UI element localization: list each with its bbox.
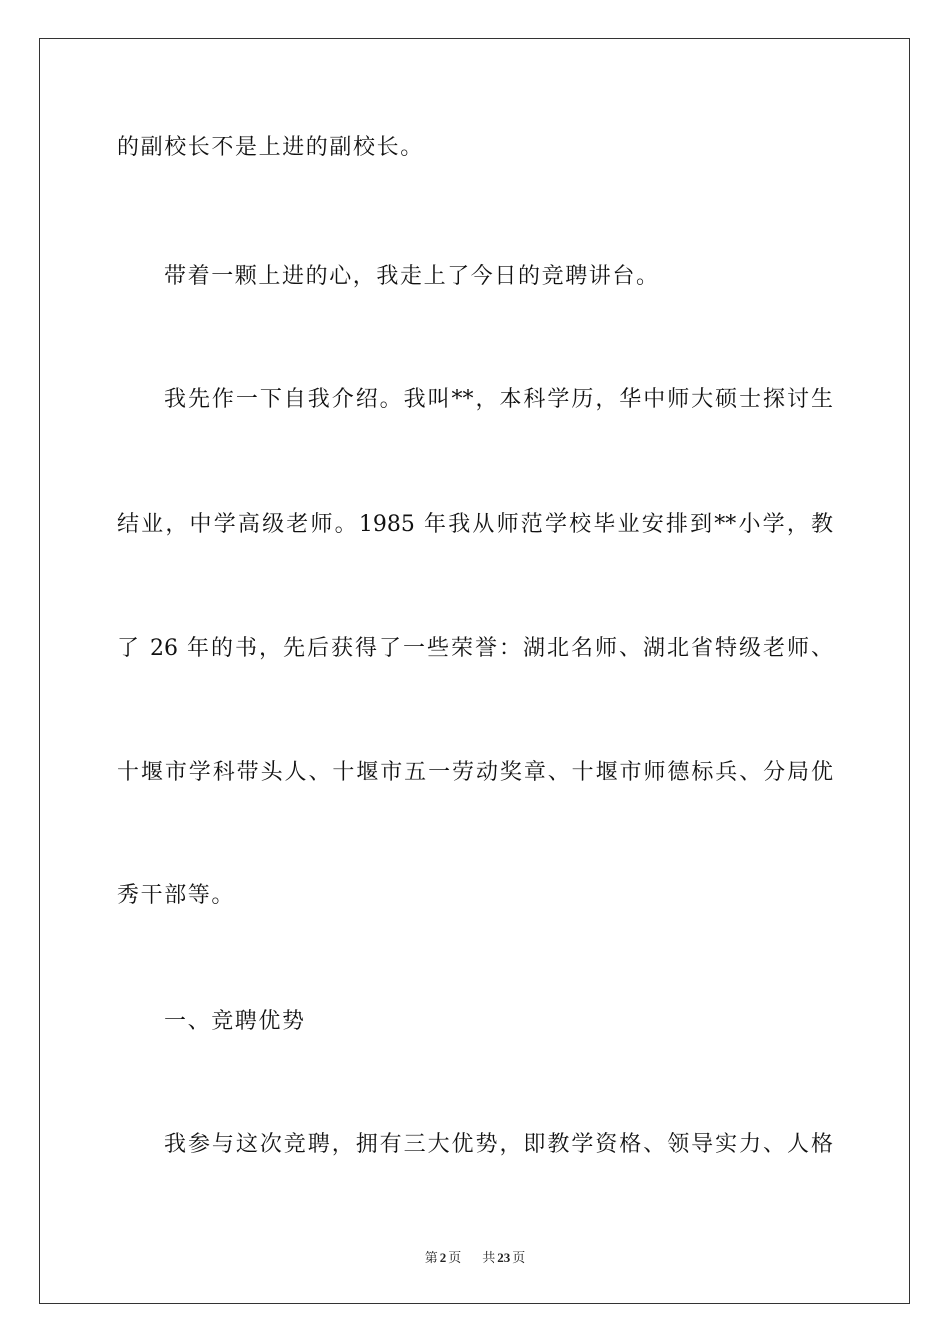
- text-line-5: 了 26 年的书，先后获得了一些荣誉：湖北名师、湖北省特级老师、: [117, 636, 833, 661]
- total-pages: 23: [497, 1250, 511, 1265]
- text-line-9: 我参与这次竞聘，拥有三大优势，即教学资格、领导实力、人格: [164, 1132, 833, 1157]
- text-line-3: 我先作一下自我介绍。我叫**，本科学历，华中师大硕士探讨生: [164, 387, 833, 412]
- page-footer: [0, 1249, 950, 1267]
- text-line-4: 结业，中学高级老师。1985 年我从师范学校毕业安排到**小学，教: [117, 512, 833, 537]
- text-line-7: 秀干部等。: [117, 883, 236, 908]
- page-number: 2: [439, 1250, 447, 1265]
- page-border: [39, 38, 910, 1304]
- page-number-label: [423, 1250, 464, 1265]
- total-suffix: 页: [512, 1250, 526, 1265]
- page-suffix: 页: [448, 1250, 462, 1265]
- text-line-2: 带着一颗上进的心，我走上了今日的竞聘讲台。: [164, 264, 660, 289]
- text-line-6: 十堰市学科带头人、十堰市五一劳动奖章、十堰市师德标兵、分局优: [117, 760, 833, 785]
- section-heading: 一、竞聘优势: [164, 1009, 306, 1034]
- total-prefix: 共: [482, 1250, 496, 1265]
- text-line-1: 的副校长不是上进的副校长。: [117, 135, 424, 160]
- total-pages-label: [480, 1250, 527, 1265]
- page-prefix: 第: [424, 1250, 438, 1265]
